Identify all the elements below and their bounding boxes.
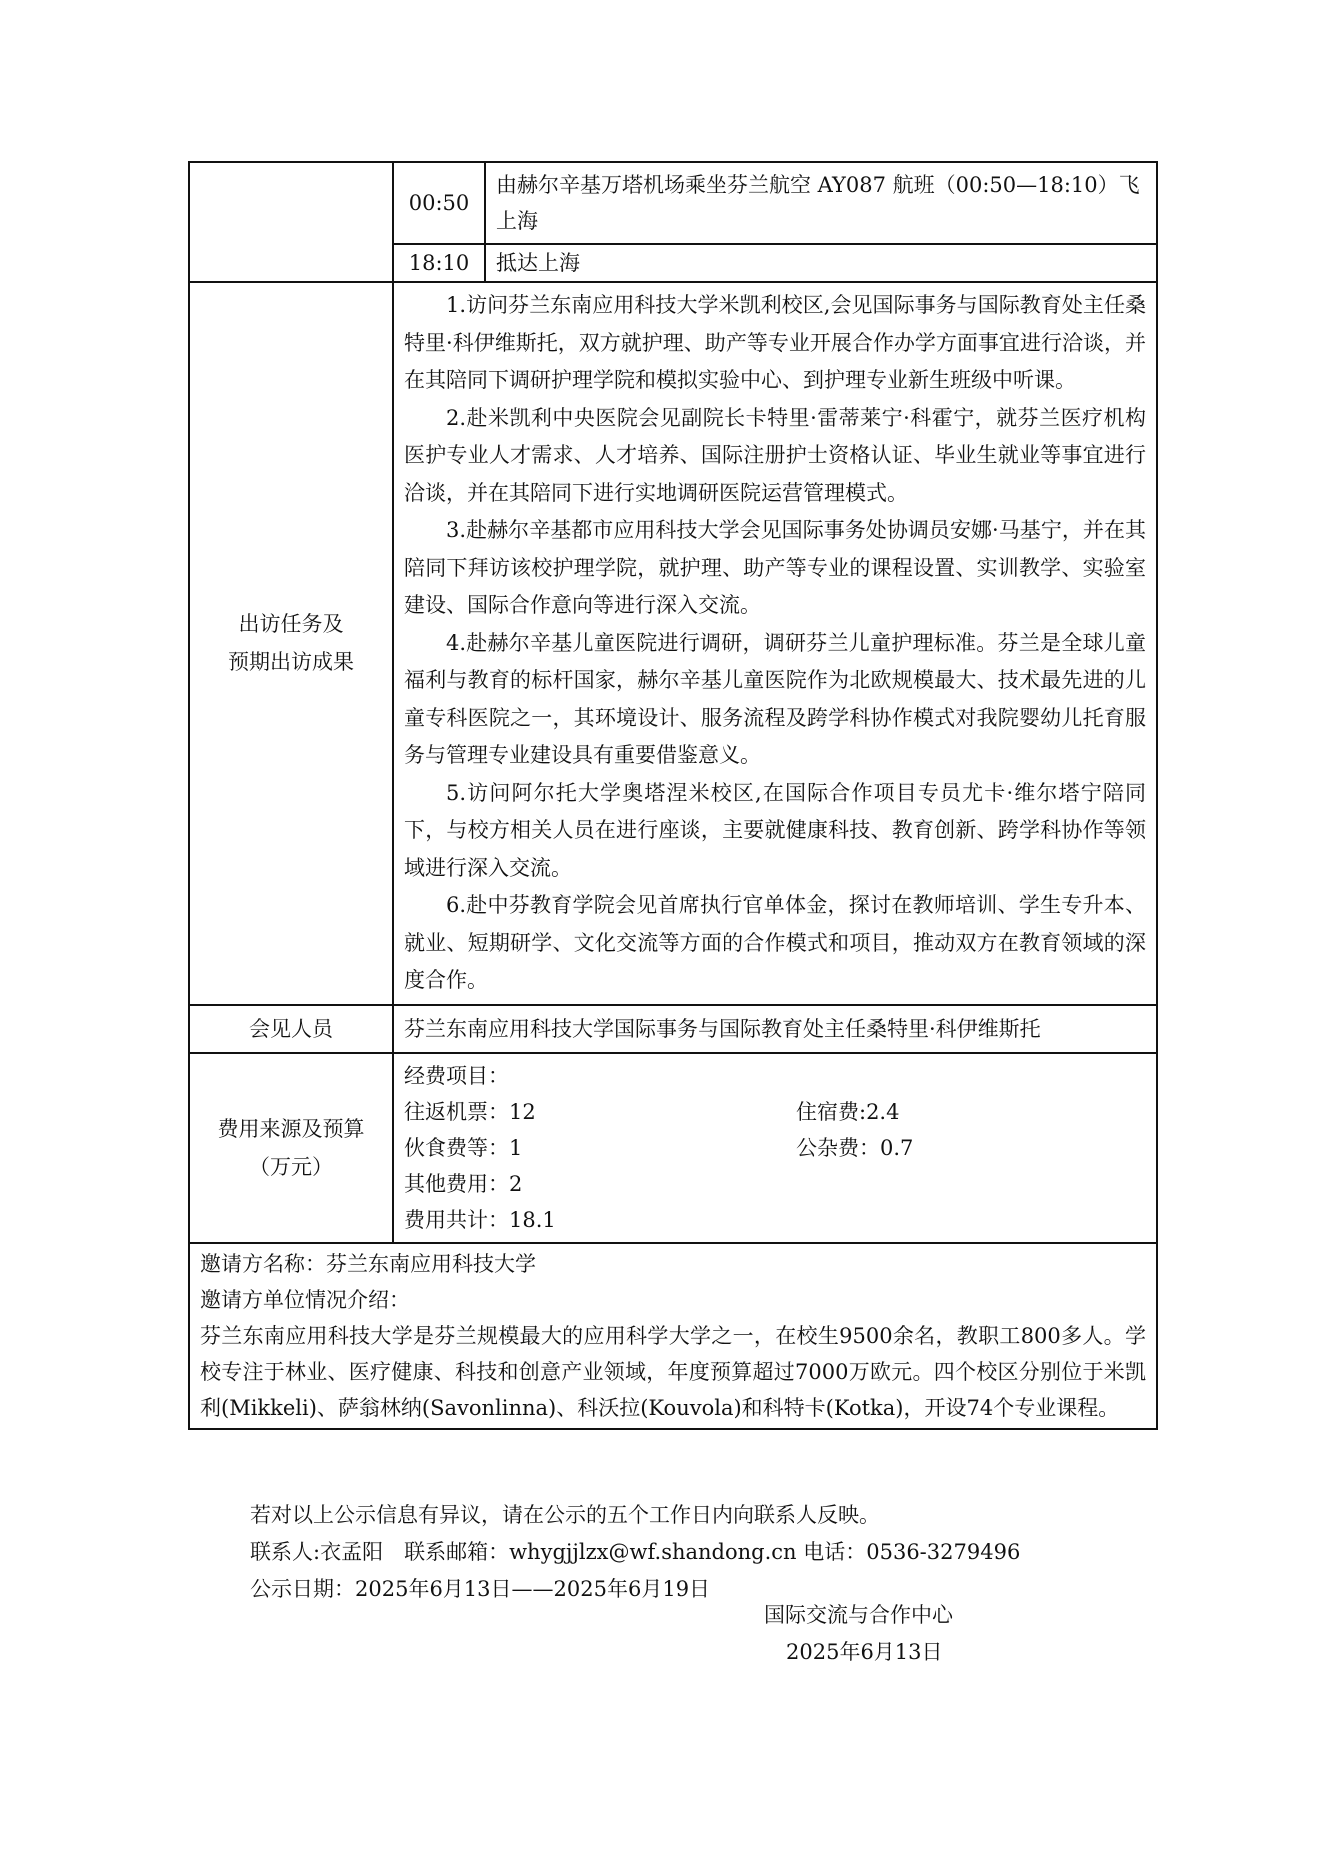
budget-label-line: （万元）: [249, 1154, 333, 1179]
budget-row: [189, 1053, 1157, 1243]
schedule-label-cell: [189, 162, 393, 282]
schedule-time: 00:50: [393, 162, 485, 244]
budget-content: [393, 1053, 1157, 1243]
inviter-content: [189, 1243, 1157, 1429]
task-item: 4.赴赫尔辛基儿童医院进行调研，调研芬兰儿童护理标准。芬兰是全球儿童福利与教育的标杆国家，赫尔辛基儿童医院作为北欧规模最大、技术最先进的儿童专科医院之一，其环境设计、服务流程及跨学科协作模式对我院婴幼儿托育服务与管理专业建设具有重要借鉴意义。: [404, 630, 1146, 767]
budget-total: 费用共计：18.1: [404, 1207, 556, 1232]
schedule-text: 由赫尔辛基万塔机场乘坐芬兰航空 AY087 航班（00:50—18:10）飞上海: [485, 162, 1157, 244]
contact-info: 联系人:衣孟阳 联系邮箱：whygjjlzx@wf.shandong.cn 电话：0536-3279496: [250, 1540, 1021, 1564]
issue-date: 2025年6月13日: [786, 1640, 943, 1664]
tasks-row: [189, 282, 1157, 1005]
issuer-org: 国际交流与合作中心: [764, 1603, 953, 1627]
meeting-row: [189, 1005, 1157, 1053]
inviter-name: 邀请方名称：芬兰东南应用科技大学: [200, 1251, 536, 1276]
budget-airfare: 往返机票：12: [404, 1099, 536, 1124]
task-item: 6.赴中芬教育学院会见首席执行官单体金，探讨在教师培训、学生专升本、就业、短期研学、文化交流等方面的合作模式和项目，推动双方在教育领域的深度合作。: [404, 893, 1146, 992]
schedule-text: 抵达上海: [485, 244, 1157, 282]
task-item: 2.赴米凯利中央医院会见副院长卡特里·雷蒂莱宁·科霍宁，就芬兰医疗机构医护专业人才需求、人才培养、国际注册护士资格认证、毕业生就业等事宜进行洽谈，并在其陪同下进行实地调研医院运营管理模式。: [404, 405, 1146, 505]
application-table: [188, 161, 1158, 1430]
inviter-row: [189, 1243, 1157, 1429]
schedule-time: 18:10: [393, 244, 485, 282]
objection-note: 若对以上公示信息有异议，请在公示的五个工作日内向联系人反映。: [250, 1503, 880, 1527]
budget-label-line: 费用来源及预算: [217, 1116, 365, 1141]
meeting-label: 会见人员: [189, 1005, 393, 1053]
tasks-content: [393, 282, 1157, 1005]
inviter-intro-heading: 邀请方单位情况介绍：: [200, 1287, 410, 1312]
publicity-period: 公示日期：2025年6月13日——2025年6月19日: [250, 1577, 711, 1601]
budget-lodging: 住宿费:2.4: [796, 1099, 900, 1124]
task-item: 3.赴赫尔辛基都市应用科技大学会见国际事务处协调员安娜·马基宁，并在其陪同下拜访该校护理学院，就护理、助产等专业的课程设置、实训教学、实验室建设、国际合作意向等进行深入交流。: [404, 518, 1146, 617]
task-item: 1.访问芬兰东南应用科技大学米凯利校区,会见国际事务与国际教育处主任桑特里·科伊维斯托，双方就护理、助产等专业开展合作办学方面事宜进行洽谈，并在其陪同下调研护理学院和模拟实验中心、到护理专业新生班级中听课。: [404, 293, 1146, 392]
budget-label: [189, 1053, 393, 1243]
tasks-label-line: 预期出访成果: [228, 650, 354, 675]
task-item: 5.访问阿尔托大学奥塔涅米校区,在国际合作项目专员尤卡·维尔塔宁陪同下，与校方相关人员在进行座谈，主要就健康科技、教育创新、跨学科协作等领域进行深入交流。: [404, 780, 1146, 880]
tasks-label: [189, 282, 393, 1005]
budget-meals: 伙食费等：1: [404, 1135, 523, 1160]
budget-other: 其他费用：2: [404, 1171, 523, 1196]
schedule-row: [189, 162, 1157, 244]
budget-misc: 公杂费：0.7: [796, 1135, 914, 1160]
inviter-intro: 芬兰东南应用科技大学是芬兰规模最大的应用科学大学之一，在校生9500余名，教职工800多人。学校专注于林业、医疗健康、科技和创意产业领域，年度预算超过7000万欧元。四个校区分别位于米凯利(Mikkeli)、萨翁林纳(Savonlinna)、科沃拉(Kouvola)和科特卡(Kotka)，开设74个专业课程。: [200, 1323, 1146, 1420]
budget-heading: 经费项目：: [404, 1063, 509, 1088]
notice-footer: [250, 1497, 1020, 1608]
meeting-value: 芬兰东南应用科技大学国际事务与国际教育处主任桑特里·科伊维斯托: [393, 1005, 1157, 1053]
tasks-label-line: 出访任务及: [238, 612, 344, 637]
